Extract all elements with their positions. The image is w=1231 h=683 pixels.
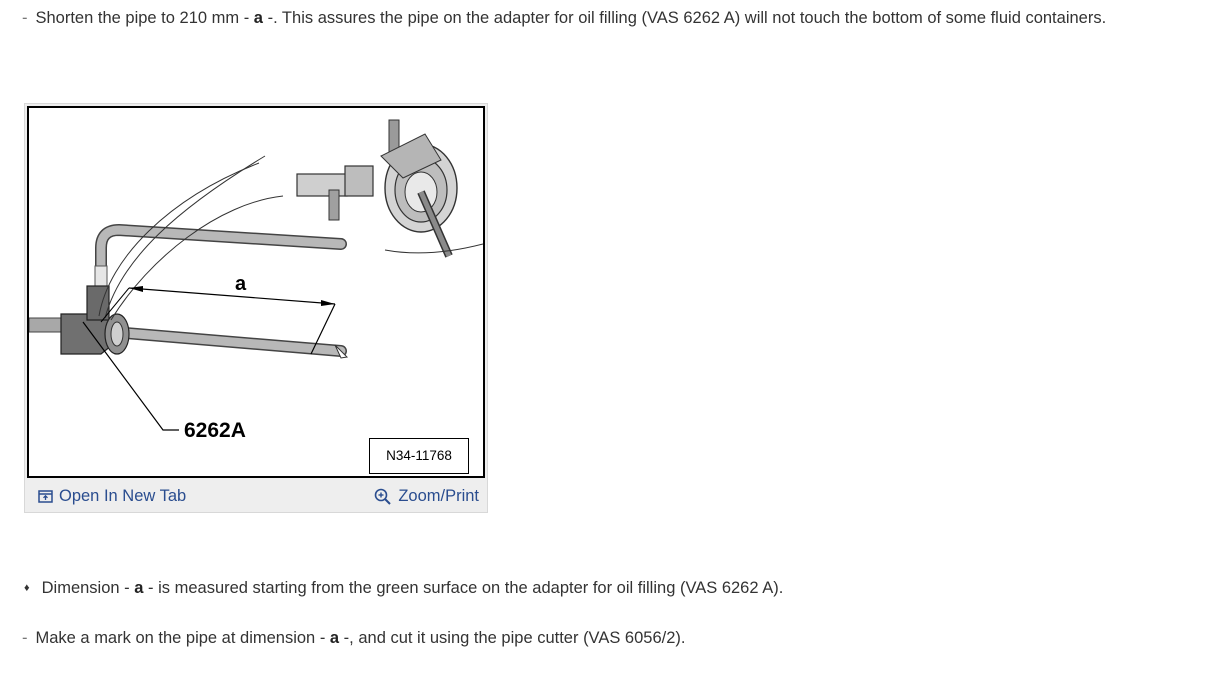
note-text-after: - is measured starting from the green surface on the adapter for oil filling (VAS 6262 A). bbox=[143, 579, 784, 597]
part-number-label: 6262A bbox=[184, 419, 246, 442]
figure-panel bbox=[24, 103, 488, 513]
step-text-after: -. This assures the pipe on the adapter for oil filling (VAS 6262 A) will not touch the bottom of some fluid containers. bbox=[262, 9, 1107, 27]
open-in-new-tab-link[interactable] bbox=[38, 487, 186, 506]
pipe-adapter-illustration bbox=[29, 108, 483, 476]
note-dimension-measurement bbox=[24, 577, 783, 601]
step-dash: - bbox=[22, 629, 28, 647]
step-mark-and-cut bbox=[22, 627, 685, 649]
zoom-magnifier-icon bbox=[374, 488, 392, 506]
zoom-print-label: Zoom/Print bbox=[398, 487, 479, 505]
illustration-frame bbox=[27, 106, 485, 478]
open-new-tab-icon bbox=[38, 490, 53, 503]
step-dash: - bbox=[22, 9, 28, 27]
step-text-before: Shorten the pipe to 210 mm - bbox=[35, 9, 254, 27]
dimension-a-label: a bbox=[235, 273, 247, 295]
dimension-a-bold: a bbox=[253, 9, 263, 27]
step-text-before: Make a mark on the pipe at dimension - bbox=[35, 629, 330, 647]
figure-footer bbox=[25, 480, 487, 512]
open-in-new-tab-label: Open In New Tab bbox=[59, 487, 187, 505]
zoom-print-link[interactable] bbox=[374, 487, 479, 506]
step-shorten-pipe bbox=[22, 7, 1106, 29]
dimension-a-bold: a bbox=[329, 629, 340, 647]
step-text-after: -, and cut it using the pipe cutter (VAS 6056/2). bbox=[339, 629, 686, 647]
dimension-a-bold: a bbox=[134, 579, 144, 597]
note-text-before: Dimension - bbox=[41, 579, 135, 597]
figure-id-box: N34-11768 bbox=[369, 438, 469, 474]
bullet-diamond: ♦ bbox=[24, 582, 30, 594]
